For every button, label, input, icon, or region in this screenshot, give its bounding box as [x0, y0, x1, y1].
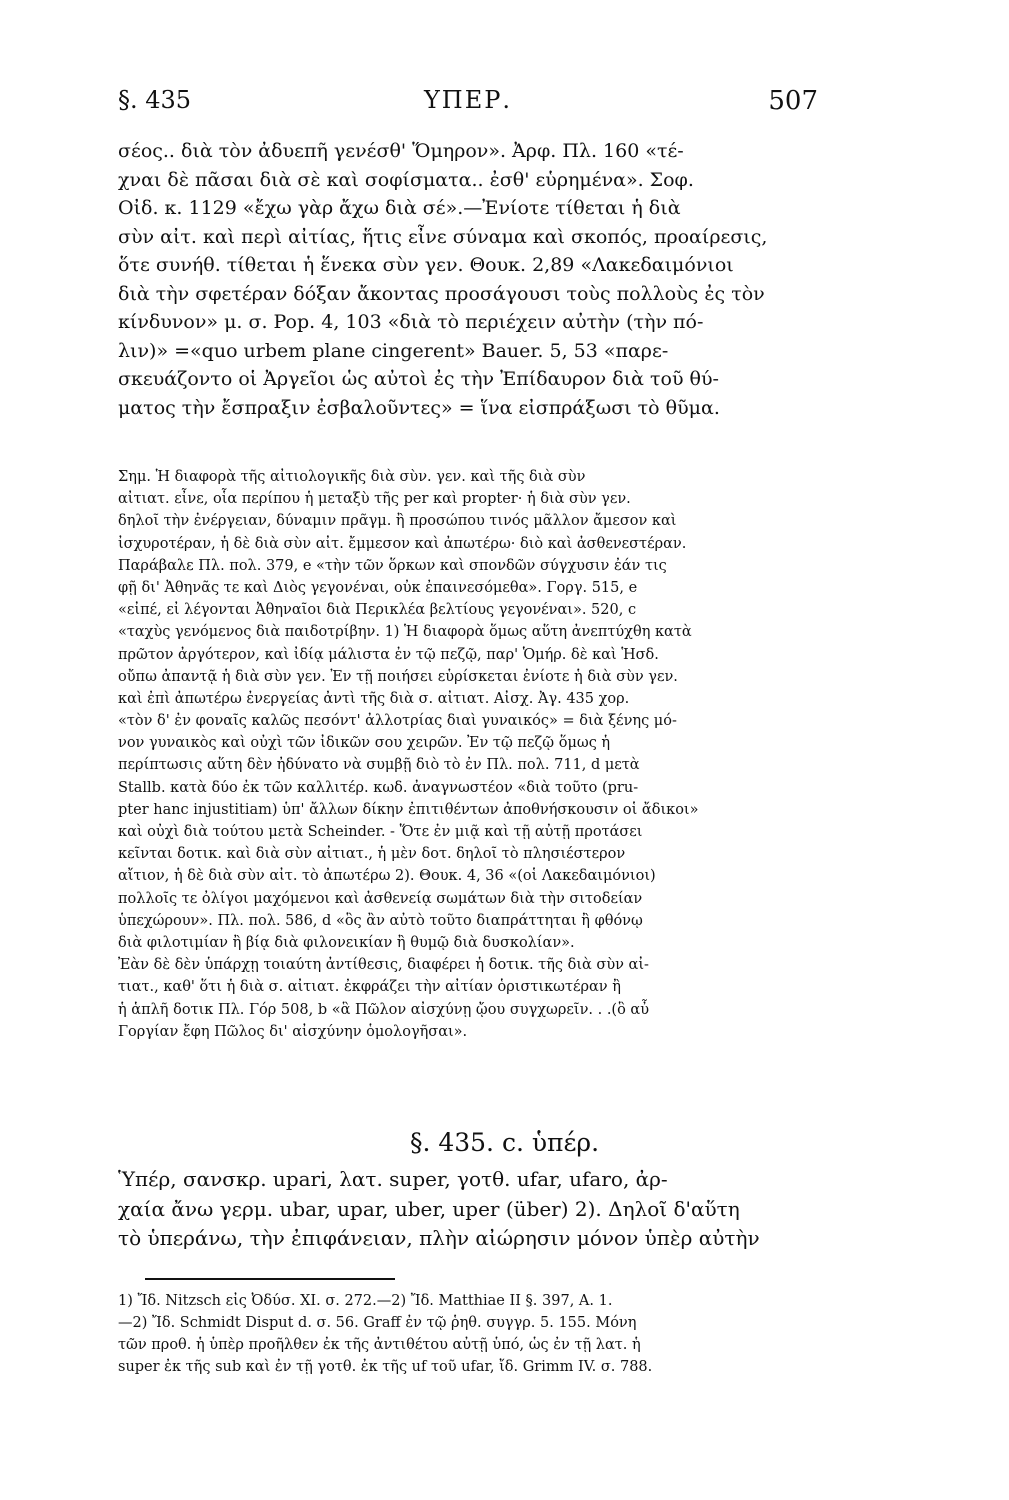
main-text-line: ματος τὴν ἔσπραξιν ἐσβαλοῦντες» = ἵνα εἰσπράξωσι τὸ θῦμα.	[118, 396, 720, 419]
footnote-line: τῶν προθ. ἡ ὑπὲρ προῆλθεν ἐκ τῆς ἀντιθέτου αὐτῇ ὑπό, ὡς ἐν τῇ λατ. ἡ	[118, 1337, 641, 1353]
footnote-line: super ἐκ τῆς sub καὶ ἐν τῇ γοτθ. ἐκ τῆς uf τοῦ ufar, ἴδ. Grimm IV. σ. 788.	[118, 1359, 653, 1375]
page-header	[118, 86, 818, 126]
note-line: κεῖνται δοτικ. καὶ διὰ σὺν αἰτιατ., ἡ μὲν δοτ. δηλοῖ τὸ πλησιέστερον	[118, 846, 626, 863]
section-text-line: Ὑπέρ, σανσκρ. upari, λατ. super, γοτθ. ufar, ufaro, ἀρ-	[118, 1167, 668, 1191]
main-text-line: Οἰδ. κ. 1129 «ἔχω γὰρ ἄχω διὰ σέ».—Ἐνίοτε τίθεται ἡ διὰ	[118, 197, 681, 219]
main-text-line: λιν)» =«quo urbem plane cingerent» Bauer. 5, 53 «παρε-	[118, 339, 669, 362]
note-line: αἰτιατ. εἶνε, οἷα περίπου ἡ μεταξὺ τῆς per καὶ propter· ἡ διὰ σὺν γεν.	[118, 491, 631, 508]
note-line: δηλοῖ τὴν ἐνέργειαν, δύναμιν πρᾶγμ. ἢ προσώπου τινός μᾶλλον ἄμεσον καὶ	[118, 513, 677, 530]
note-line: αἴτιον, ἡ δὲ διὰ σὺν αἰτ. τὸ ἀπωτέρω 2). Θουκ. 4, 36 «(οἱ Λακεδαιμόνιοι)	[118, 868, 656, 885]
main-text-line: σέος.. διὰ τὸν ἀδυεπῆ γενέσθ' Ὅμηρον». Ἀρφ. Πλ. 160 «τέ-	[118, 140, 684, 162]
note-line: «εἰπέ, εἰ λέγονται Ἀθηναῖοι διὰ Περικλέα βελτίους γεγονέναι». 520, c	[118, 602, 637, 619]
note-line: καὶ οὐχὶ διὰ τούτου μετὰ Scheinder. - Ὅτε ἐν μιᾷ καὶ τῇ αὐτῇ προτάσει	[118, 824, 643, 840]
running-section-number: §. 435	[118, 86, 192, 114]
note-line: Stallb. κατὰ δύο ἐκ τῶν καλλιτέρ. κωδ. ἀναγνωστέον «διὰ τοῦτο (pru-	[118, 779, 639, 796]
section-text-line: χαία ἄνω γερμ. ubar, upar, uber, uper (über) 2). Δηλοῖ δ'αὕτη	[118, 1196, 740, 1221]
main-text-line: κίνδυνον» μ. σ. Pop. 4, 103 «διὰ τὸ περιέχειν αὐτὴν (τὴν πό-	[118, 311, 704, 333]
main-text-block	[118, 137, 818, 422]
main-text-line: χναι δὲ πᾶσαι διὰ σὲ καὶ σοφίσματα.. ἐσθ' εὑρημένα». Σοφ.	[118, 168, 694, 191]
note-line: φῇ δι' Ἀθηνᾶς τε καὶ Διὸς γεγονέναι, οὐκ ἐπαινεσόμεθα». Γοργ. 515, e	[118, 579, 638, 596]
note-block	[118, 466, 818, 1043]
section-text-block	[118, 1165, 818, 1254]
note-line: διὰ φιλοτιμίαν ἢ βίᾳ διὰ φιλονεικίαν ἢ θυμῷ διὰ δυσκολίαν».	[118, 934, 575, 951]
running-title: ΥΠΕΡ.	[423, 86, 513, 114]
main-text-line: σκευάζοντο οἱ Ἀργεῖοι ὡς αὐτοὶ ἐς τὴν Ἐπίδαυρον διὰ τοῦ θύ-	[118, 368, 719, 390]
note-line: περίπτωσις αὕτη δὲν ἠδύνατο νὰ συμβῇ διὸ τὸ ἐν Πλ. πολ. 711, d μετὰ	[118, 757, 640, 774]
note-line: Σημ. Ἡ διαφορὰ τῆς αἰτιολογικῆς διὰ σὺν. γεν. καὶ τῆς διὰ σὺν	[118, 469, 586, 485]
note-line: πρῶτον ἀργότερον, καὶ ἰδίᾳ μάλιστα ἐν τῷ πεζῷ, παρ' Ὁμήρ. δὲ καὶ Ἡσδ.	[118, 646, 659, 663]
section-heading: §. 435. c. ὑπέρ.	[409, 1128, 600, 1157]
footnote-line: 1) Ἴδ. Nitzsch εἰς Ὀδύσ. XI. σ. 272.—2) Ἴδ. Matthiae II §. 397, A. 1.	[118, 1293, 613, 1309]
footnotes-block	[118, 1290, 818, 1378]
footnote-line: —2) Ἴδ. Schmidt Disput d. σ. 56. Graff ἐν τῷ ῥηθ. συγγρ. 5. 155. Μόνη	[118, 1315, 637, 1331]
note-line: ὑπεχώρουν». Πλ. πολ. 586, d «ὃς ἂν αὐτὸ τοῦτο διαπράττηται ἢ φθόνῳ	[118, 912, 643, 929]
note-line: ἡ ἁπλῆ δοτικ Πλ. Γόρ 508, b «ἃ Πῶλον αἰσχύνῃ ᾤου συγχωρεῖν. . .(ὃ αὖ	[118, 1001, 650, 1018]
note-line: «τὸν δ' ἐν φοναῖς καλῶς πεσόντ' ἀλλοτρίας διαὶ γυναικός» = διὰ ξένης μό-	[118, 713, 677, 730]
main-text-line: σὺν αἰτ. καὶ περὶ αἰτίας, ἥτις εἶνε σύναμα καὶ σκοπός, προαίρεσις,	[118, 225, 768, 248]
main-text-line: διὰ τὴν σφετέραν δόξαν ἄκοντας προσάγουσι τοὺς πολλοὺς ἐς τὸν	[118, 282, 765, 305]
section-text-line: τὸ ὑπεράνω, τὴν ἐπιφάνειαν, πλὴν αἰώρησιν μόνον ὑπὲρ αὐτὴν	[118, 1226, 760, 1250]
note-line: pter hanc injustitiam) ὑπ' ἄλλων δίκην ἐπιτιθέντων ἀποθνήσκουσιν οἱ ἄδικοι»	[118, 801, 699, 818]
note-line: «ταχὺς γενόμενος διὰ παιδοτρίβην. 1) Ἡ διαφορὰ ὅμως αὕτη ἀνεπτύχθη κατὰ	[118, 624, 692, 641]
note-line: οὔπω ἀπαντᾷ ἡ διὰ σὺν γεν. Ἐν τῇ ποιήσει εὑρίσκεται ἐνίοτε ἡ διὰ σὺν γεν.	[118, 668, 678, 685]
footnote-rule	[145, 1278, 395, 1280]
note-line: ἰσχυροτέραν, ἡ δὲ διὰ σὺν αἰτ. ἔμμεσον καὶ ἀπωτέρω· διὸ καὶ ἀσθενεστέραν.	[118, 535, 687, 552]
page-number: 507	[768, 86, 818, 116]
note-line: πολλοῖς τε ὀλίγοι μαχόμενοι καὶ ἀσθενείᾳ σωμάτων διὰ τὴν σιτοδείαν	[118, 890, 643, 907]
main-text-line: ὅτε συνήθ. τίθεται ἡ ἕνεκα σὺν γεν. Θουκ. 2,89 «Λακεδαιμόνιοι	[118, 254, 734, 276]
note-line: νον γυναικὸς καὶ οὐχὶ τῶν ἰδικῶν σου χειρῶν. Ἐν τῷ πεζῷ ὅμως ἡ	[118, 735, 611, 752]
note-line: Ἐὰν δὲ δὲν ὑπάρχῃ τοιαύτη ἀντίθεσις, διαφέρει ἡ δοτικ. τῆς διὰ σὺν αἰ-	[118, 957, 649, 974]
note-line: Παράβαλε Πλ. πολ. 379, e «τὴν τῶν ὅρκων καὶ σπονδῶν σύγχυσιν ἐάν τις	[118, 557, 667, 574]
note-line: τιατ., καθ' ὅτι ἡ διὰ σ. αἰτιατ. ἐκφράζει τὴν αἰτίαν ὁριστικωτέραν ἢ	[118, 979, 621, 996]
note-line: Γοργίαν ἔφη Πῶλος δι' αἰσχύνην ὁμολογῆσαι».	[118, 1023, 468, 1040]
note-line: καὶ ἐπὶ ἀπωτέρω ἐνεργείας ἀντὶ τῆς διὰ σ. αἰτιατ. Αἰσχ. Ἀγ. 435 χορ.	[118, 690, 630, 707]
